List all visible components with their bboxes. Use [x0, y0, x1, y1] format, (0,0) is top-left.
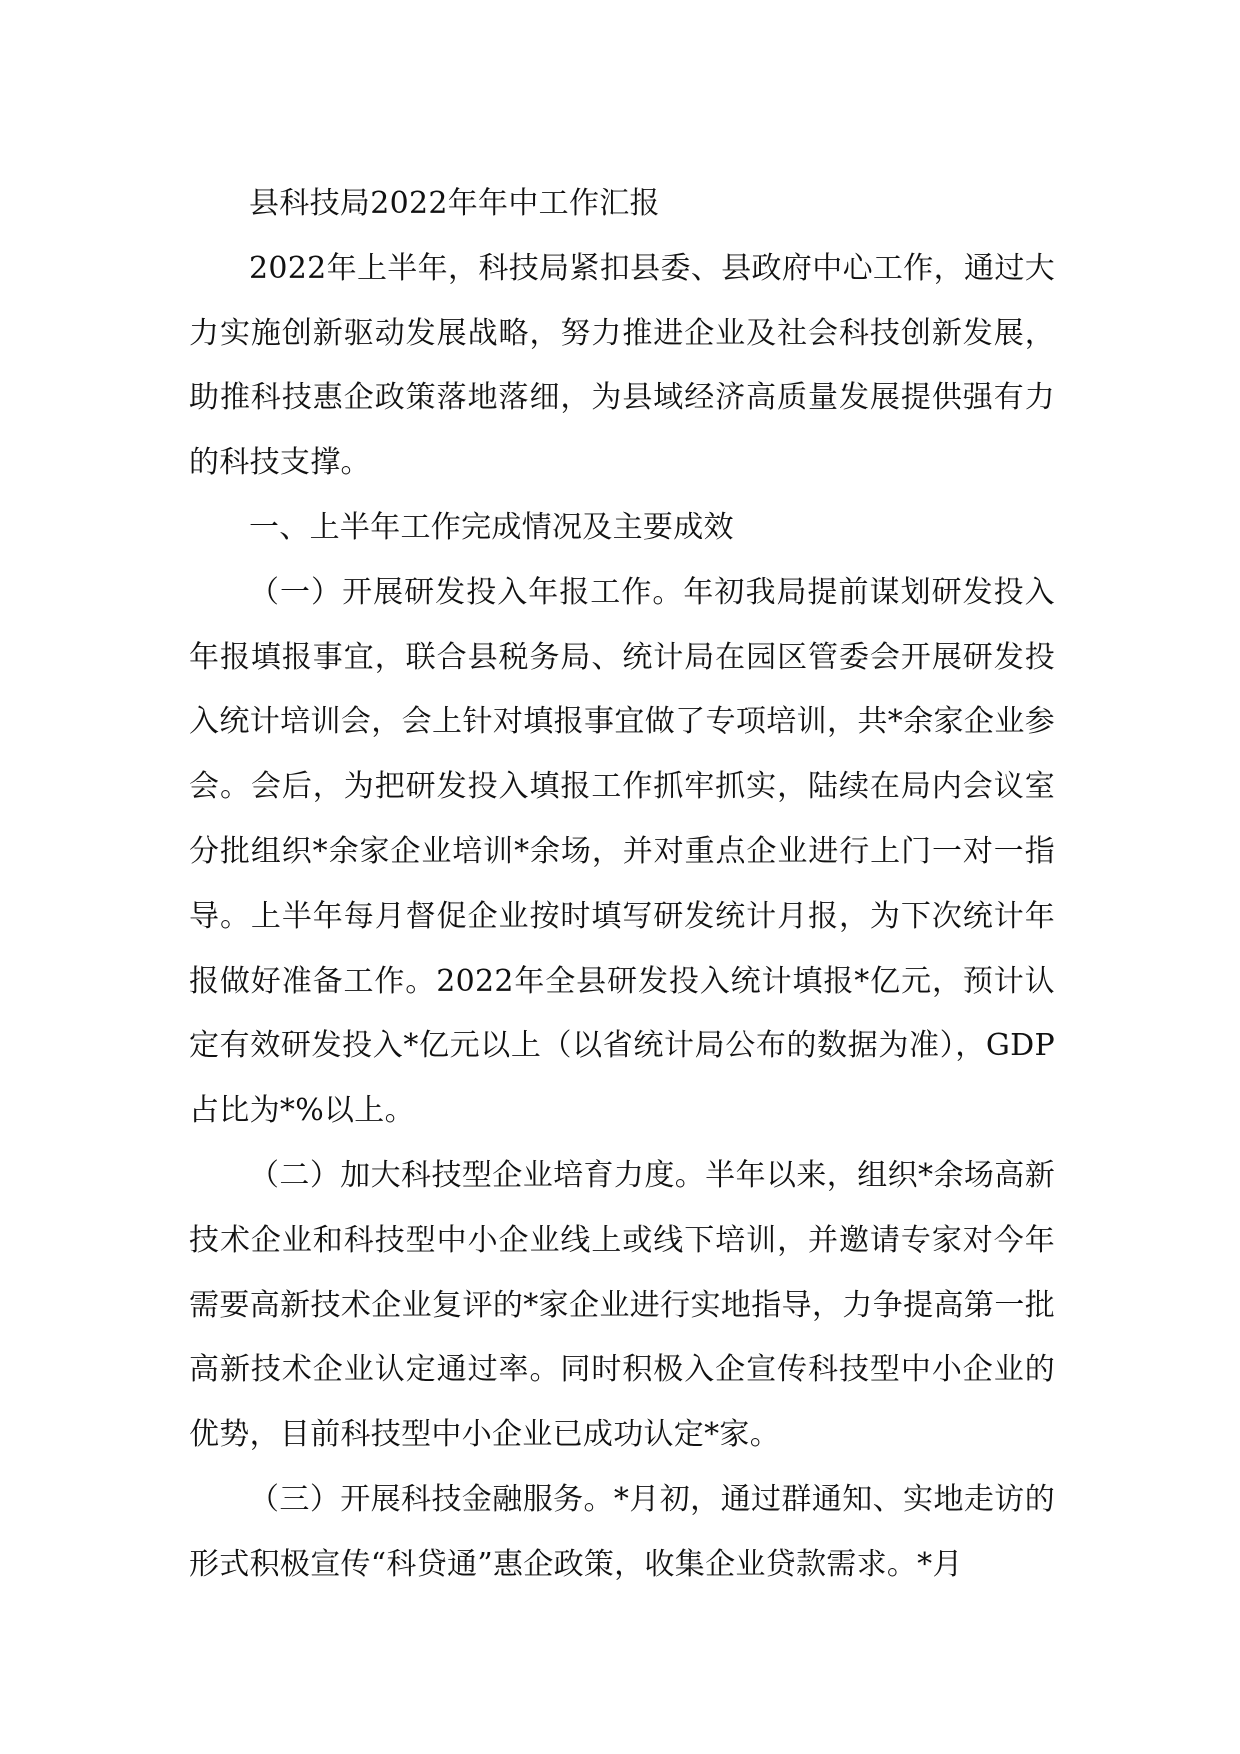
paragraph-tech-finance: （三）开展科技金融服务。*月初，通过群通知、实地走访的形式积极宣传“科贷通”惠企政策，收集企业贷款需求。*月: [189, 1481, 1055, 1582]
paragraph-rd-investment: （一）开展研发投入年报工作。年初我局提前谋划研发投入年报填报事宜，联合县税务局、统计局在园区管委会开展研发投入统计培训会，会上针对填报事宜做了专项培训，共*余家企业参会。会后，为把研发投入填报工作抓牢抓实，陆续在局内会议室分批组织*余家企业培训*余场，并对重点企业进行上门一对一指导。上半年每月督促企业按时填写研发统计月报，为下次统计年报做好准备工作。2022年全县研发投入统计填报*亿元，预计认定有效研发投入*亿元以上（以省统计局公布的数据为准），GDP占比为*%以上。: [189, 574, 1055, 1129]
document-title: 县科技局2022年年中工作汇报: [249, 186, 660, 221]
paragraph-intro: 2022年上半年，科技局紧扣县委、县政府中心工作，通过大力实施创新驱动发展战略，努力推进企业及社会科技创新发展，助推科技惠企政策落地落细，为县域经济高质量发展提供强有力的科技支撑。: [189, 250, 1055, 481]
document-body: [189, 172, 1055, 1598]
paragraph-tech-enterprise: （二）加大科技型企业培育力度。半年以来，组织*余场高新技术企业和科技型中小企业线上或线下培训，并邀请专家对今年需要高新技术企业复评的*家企业进行实地指导，力争提高第一批高新技术企业认定通过率。同时积极入企宣传科技型中小企业的优势，目前科技型中小企业已成功认定*家。: [189, 1157, 1055, 1453]
section-heading-1: 一、上半年工作完成情况及主要成效: [249, 509, 734, 545]
